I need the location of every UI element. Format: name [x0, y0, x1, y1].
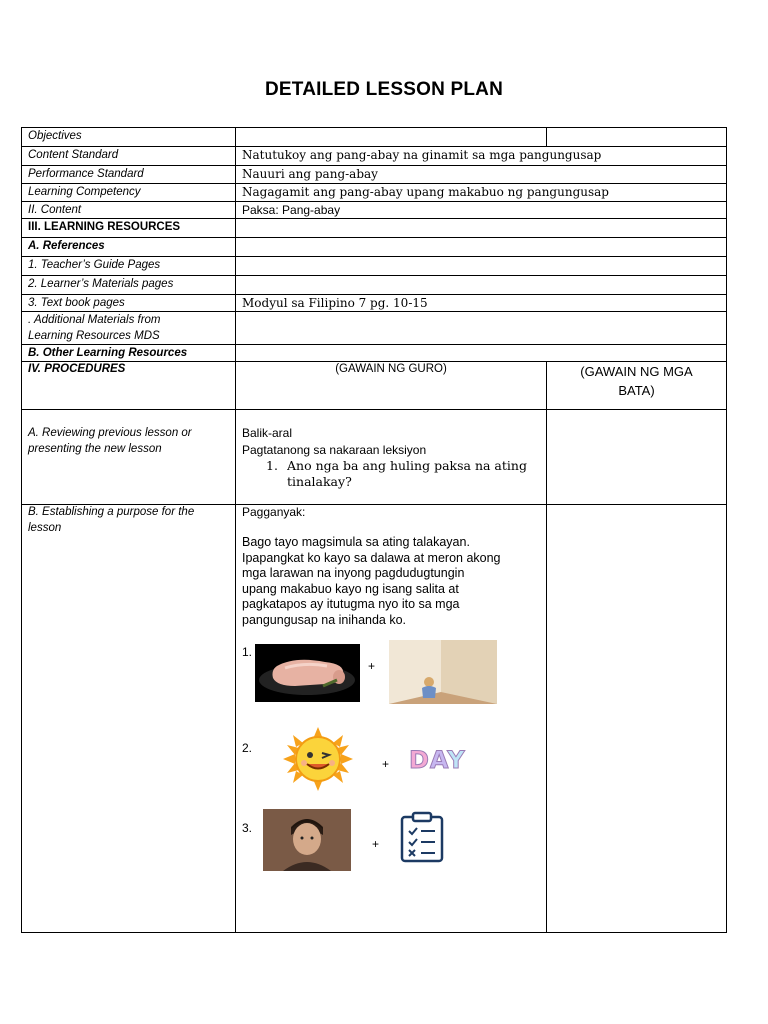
day-text-image	[405, 738, 505, 786]
section-b-para-line: pagkatapos ay itutugma nyo ito sa mga	[242, 597, 460, 611]
section-a-label	[22, 425, 234, 461]
additional-materials-label	[22, 312, 234, 344]
content-standard-label: Content Standard	[28, 149, 119, 161]
section-b-title: Pagganyak:	[242, 505, 306, 519]
item-2-plus: +	[382, 757, 390, 771]
item-3-plus: +	[372, 837, 380, 851]
section-b-para-line: Bago tayo magsimula sa ating talakayan.	[242, 535, 470, 549]
section-b-para-line: pangungusap na inihanda ko.	[242, 612, 407, 627]
page-title: DETAILED LESSON PLAN	[265, 79, 503, 100]
content-standard-value: Natutukoy ang pang-abay na ginamit sa mga pangungusap	[242, 148, 602, 162]
section-b-para-line: Ipapangkat ko kayo sa dalawa at meron akong	[242, 550, 501, 565]
performance-standard-label: Performance Standard	[28, 168, 144, 180]
student-activity-header-line2: BATA)	[618, 383, 655, 398]
section-b-label-line2: lesson	[28, 522, 62, 534]
content-label: II. Content	[28, 204, 82, 216]
sun-face-image	[273, 727, 363, 791]
student-activity-header-line1: (GAWAIN NG MGA	[580, 364, 693, 379]
objectives-label: Objectives	[28, 130, 82, 142]
teacher-activity-header: (GAWAIN NG GURO)	[335, 363, 447, 375]
teachers-guide-label: 1. Teacher’s Guide Pages	[28, 259, 161, 271]
section-a-label-line2: presenting the new lesson	[28, 443, 162, 455]
procedures-label: IV. PROCEDURES	[28, 363, 126, 375]
references-label: A. References	[28, 240, 105, 252]
section-b-label	[22, 504, 234, 540]
textbook-label: 3. Text book pages	[28, 297, 125, 309]
lesson-plan-table	[21, 127, 727, 933]
item-1-plus: +	[368, 659, 376, 673]
item-3-number: 3.	[242, 821, 253, 835]
section-a-subtitle: Pagtatanong sa nakaraan leksiyon	[242, 443, 427, 457]
textbook-value: Modyul sa Filipino 7 pg. 10-15	[242, 296, 428, 310]
content-value: Paksa: Pang-abay	[242, 203, 341, 217]
young-man-portrait-image	[263, 809, 351, 871]
section-a-question-line2: tinalakay?	[287, 473, 352, 489]
learning-competency-value: Nagagamit ang pang-abay upang makabuo ng pangungusap	[242, 185, 609, 199]
other-resources-label: B. Other Learning Resources	[28, 347, 188, 359]
section-a-title: Balik-aral	[242, 426, 293, 440]
learning-competency-label: Learning Competency	[28, 186, 141, 198]
performance-standard-value: Nauuri ang pang-abay	[242, 167, 378, 181]
item-1-number: 1.	[242, 645, 253, 659]
section-a-question-line1: Ano nga ba ang huling paksa na ating	[287, 458, 527, 473]
section-a-question	[287, 458, 543, 490]
learners-materials-label: 2. Learner’s Materials pages	[28, 278, 174, 290]
svg-text:DAY: DAY	[409, 746, 466, 774]
section-b-para-line: mga larawan na inyong pagdudugtungin	[242, 566, 465, 580]
section-a-label-line1: A. Reviewing previous lesson or	[28, 427, 192, 439]
pig-feet-image	[255, 644, 360, 702]
section-b-label-line1: B. Establishing a purpose for the	[28, 506, 195, 518]
clipboard-checklist-icon	[399, 811, 445, 863]
section-a-question-number: 1.	[266, 458, 278, 473]
additional-materials-line1: . Additional Materials from	[28, 314, 161, 326]
section-b-paragraph	[242, 535, 546, 631]
child-in-corner-image	[389, 640, 497, 704]
additional-materials-line2: Learning Resources MDS	[28, 330, 160, 342]
item-2-number: 2.	[242, 741, 253, 755]
learning-resources-label: III. LEARNING RESOURCES	[28, 221, 181, 233]
student-activity-header	[547, 362, 726, 408]
section-b-para-line: upang makabuo kayo ng isang salita at	[242, 581, 459, 596]
